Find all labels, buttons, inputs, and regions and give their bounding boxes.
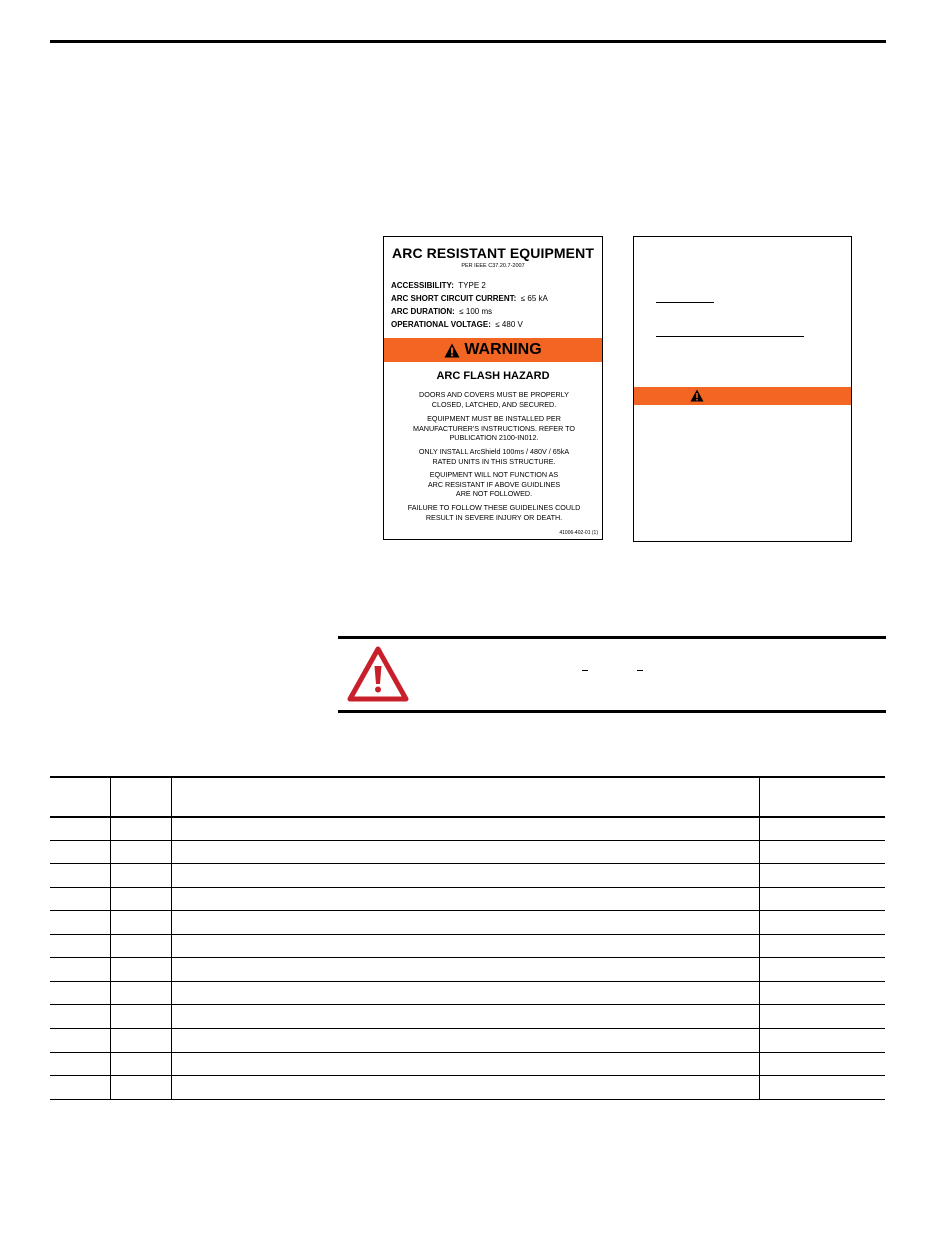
label-line-short: [656, 302, 714, 303]
label-title: ARC RESISTANT EQUIPMENT: [392, 245, 594, 261]
spec-arc-duration: ARC DURATION: ≤ 100 ms: [391, 307, 493, 316]
arc-resistant-label: [383, 236, 603, 540]
warning-bottom-rule: [338, 710, 886, 713]
label-subtitle: PER IEEE C37.20.7-2007: [461, 263, 525, 269]
table-row: [50, 1099, 885, 1100]
spec-voltage: OPERATIONAL VOLTAGE: ≤ 480 V: [391, 320, 523, 329]
table-row: [50, 981, 885, 982]
spec-arc-current: ARC SHORT CIRCUIT CURRENT: ≤ 65 kA: [391, 294, 548, 303]
table-row: [50, 887, 885, 888]
warning-triangle-icon: [444, 343, 460, 358]
table-row: [50, 1052, 885, 1053]
table-row: [50, 1075, 885, 1076]
table-row: [50, 863, 885, 864]
para-units: ONLY INSTALL ArcShield 100ms / 480V / 65kA RATED UNITS IN THIS STRUCTURE.: [418, 447, 570, 466]
para-doors: DOORS AND COVERS MUST BE PROPERLY CLOSED, LATCHED, AND SECURED.: [419, 390, 569, 409]
label-line-long: [656, 336, 804, 337]
table-row: [50, 1028, 885, 1029]
signal-word: WARNING: [464, 341, 542, 358]
ref-link-1[interactable]: [582, 670, 588, 671]
label-template: [633, 236, 852, 542]
table-row: [50, 840, 885, 841]
para-function: EQUIPMENT WILL NOT FUNCTION AS ARC RESISTANT IF ABOVE GUIDLINES ARE NOT FOLLOWED.: [427, 470, 561, 498]
warning-band: [384, 338, 602, 362]
para-failure: FAILURE TO FOLLOW THESE GUIDELINES COULD RESULT IN SEVERE INJURY OR DEATH.: [407, 503, 581, 522]
table-row: [50, 934, 885, 935]
warning-triangle-icon: [690, 389, 704, 402]
attention-icon: [347, 646, 409, 702]
template-warning-band: [634, 387, 851, 405]
para-install: EQUIPMENT MUST BE INSTALLED PER MANUFACTURER'S INSTRUCTIONS. REFER TO PUBLICATION 2100-IN012.: [412, 414, 576, 442]
hazard-title: ARC FLASH HAZARD: [436, 370, 550, 382]
part-number: 41006-402-01 (1): [559, 530, 598, 536]
table-row: [50, 1004, 885, 1005]
ref-link-2[interactable]: [637, 670, 643, 671]
table-row: [50, 957, 885, 958]
spec-accessibility: ACCESSIBILITY: TYPE 2: [391, 281, 486, 290]
top-rule: [50, 40, 886, 43]
table-row: [50, 910, 885, 911]
warning-top-rule: [338, 636, 886, 639]
